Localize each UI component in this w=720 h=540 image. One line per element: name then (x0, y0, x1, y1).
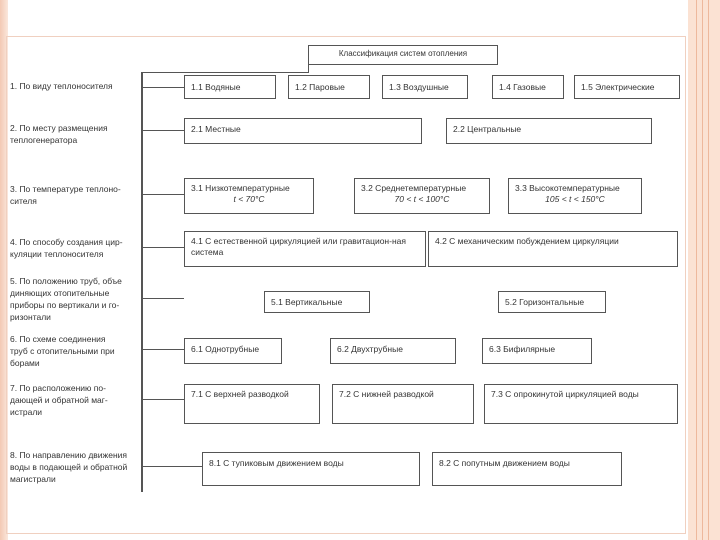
row-connector-8 (142, 466, 202, 467)
row-connector-4 (142, 247, 184, 248)
title-connector (308, 64, 309, 72)
row-connector-2 (142, 130, 184, 131)
criterion-6: 6. По схеме соединения труб с отопительными при борами (10, 334, 115, 368)
box-3-1-label: 3.1 Низкотемпературные (191, 183, 290, 193)
box-8-2: 8.2 С попутным движением воды (432, 452, 622, 486)
box-1-4: 1.4 Газовые (492, 75, 564, 99)
box-3-3-range: 105 < t < 150°C (545, 194, 605, 204)
main-spine (141, 72, 143, 492)
box-3-3-label: 3.3 Высокотемпературные (515, 183, 620, 193)
criterion-3: 3. По температуре теплоно-сителя (10, 184, 121, 206)
criterion-1: 1. По виду теплоносителя (10, 81, 113, 91)
box-1-5: 1.5 Электрические (574, 75, 680, 99)
box-3-2-range: 70 < t < 100°C (394, 194, 450, 204)
row-connector-3 (142, 194, 184, 195)
criterion-7: 7. По расположению по-дающей и обратной маг-истрали (10, 383, 108, 417)
box-5-2: 5.2 Горизонтальные (498, 291, 606, 313)
box-7-3: 7.3 С опрокинутой циркуляцией воды (484, 384, 678, 424)
criterion-8: 8. По направлению движения воды в подающей и обратной магистрали (10, 450, 128, 484)
decor-line (702, 0, 703, 540)
row-connector-5 (142, 298, 184, 299)
box-3-1-range: t < 70°C (233, 194, 265, 204)
right-decor-strip (688, 0, 720, 540)
box-3-3 (508, 178, 642, 214)
box-7-2: 7.2 С нижней разводкой (332, 384, 474, 424)
box-3-2-label: 3.2 Среднетемпературные (361, 183, 467, 193)
box-4-2: 4.2 С механическим побуждением циркуляции (428, 231, 678, 267)
box-6-1: 6.1 Однотрубные (184, 338, 282, 364)
box-3-2 (354, 178, 490, 214)
top-bus (141, 72, 309, 73)
box-7-1: 7.1 С верхней разводкой (184, 384, 320, 424)
box-4-1: 4.1 С естественной циркуляцией или гравитацион-ная система (184, 231, 426, 267)
box-8-1: 8.1 С тупиковым движением воды (202, 452, 420, 486)
box-1-2: 1.2 Паровые (288, 75, 370, 99)
box-2-2: 2.2 Центральные (446, 118, 652, 144)
box-1-3: 1.3 Воздушные (382, 75, 468, 99)
box-3-1 (184, 178, 314, 214)
row-connector-6 (142, 349, 184, 350)
decor-line (696, 0, 697, 540)
box-1-1: 1.1 Водяные (184, 75, 276, 99)
box-6-2: 6.2 Двухтрубные (330, 338, 456, 364)
criterion-2: 2. По месту размещения теплогенератора (10, 123, 108, 145)
criterion-5: 5. По положению труб, объе диняющих отопительные приборы по вертикали и го-ризонтали (10, 276, 122, 322)
row-connector-7 (142, 399, 184, 400)
box-5-1: 5.1 Вертикальные (264, 291, 370, 313)
diagram-title: Классификация систем отопления (308, 45, 498, 65)
decor-line (708, 0, 709, 540)
row-connector-1 (142, 87, 184, 88)
box-6-3: 6.3 Бифилярные (482, 338, 592, 364)
criterion-4: 4. По способу создания цир-куляции теплоносителя (10, 237, 123, 259)
box-2-1: 2.1 Местные (184, 118, 422, 144)
